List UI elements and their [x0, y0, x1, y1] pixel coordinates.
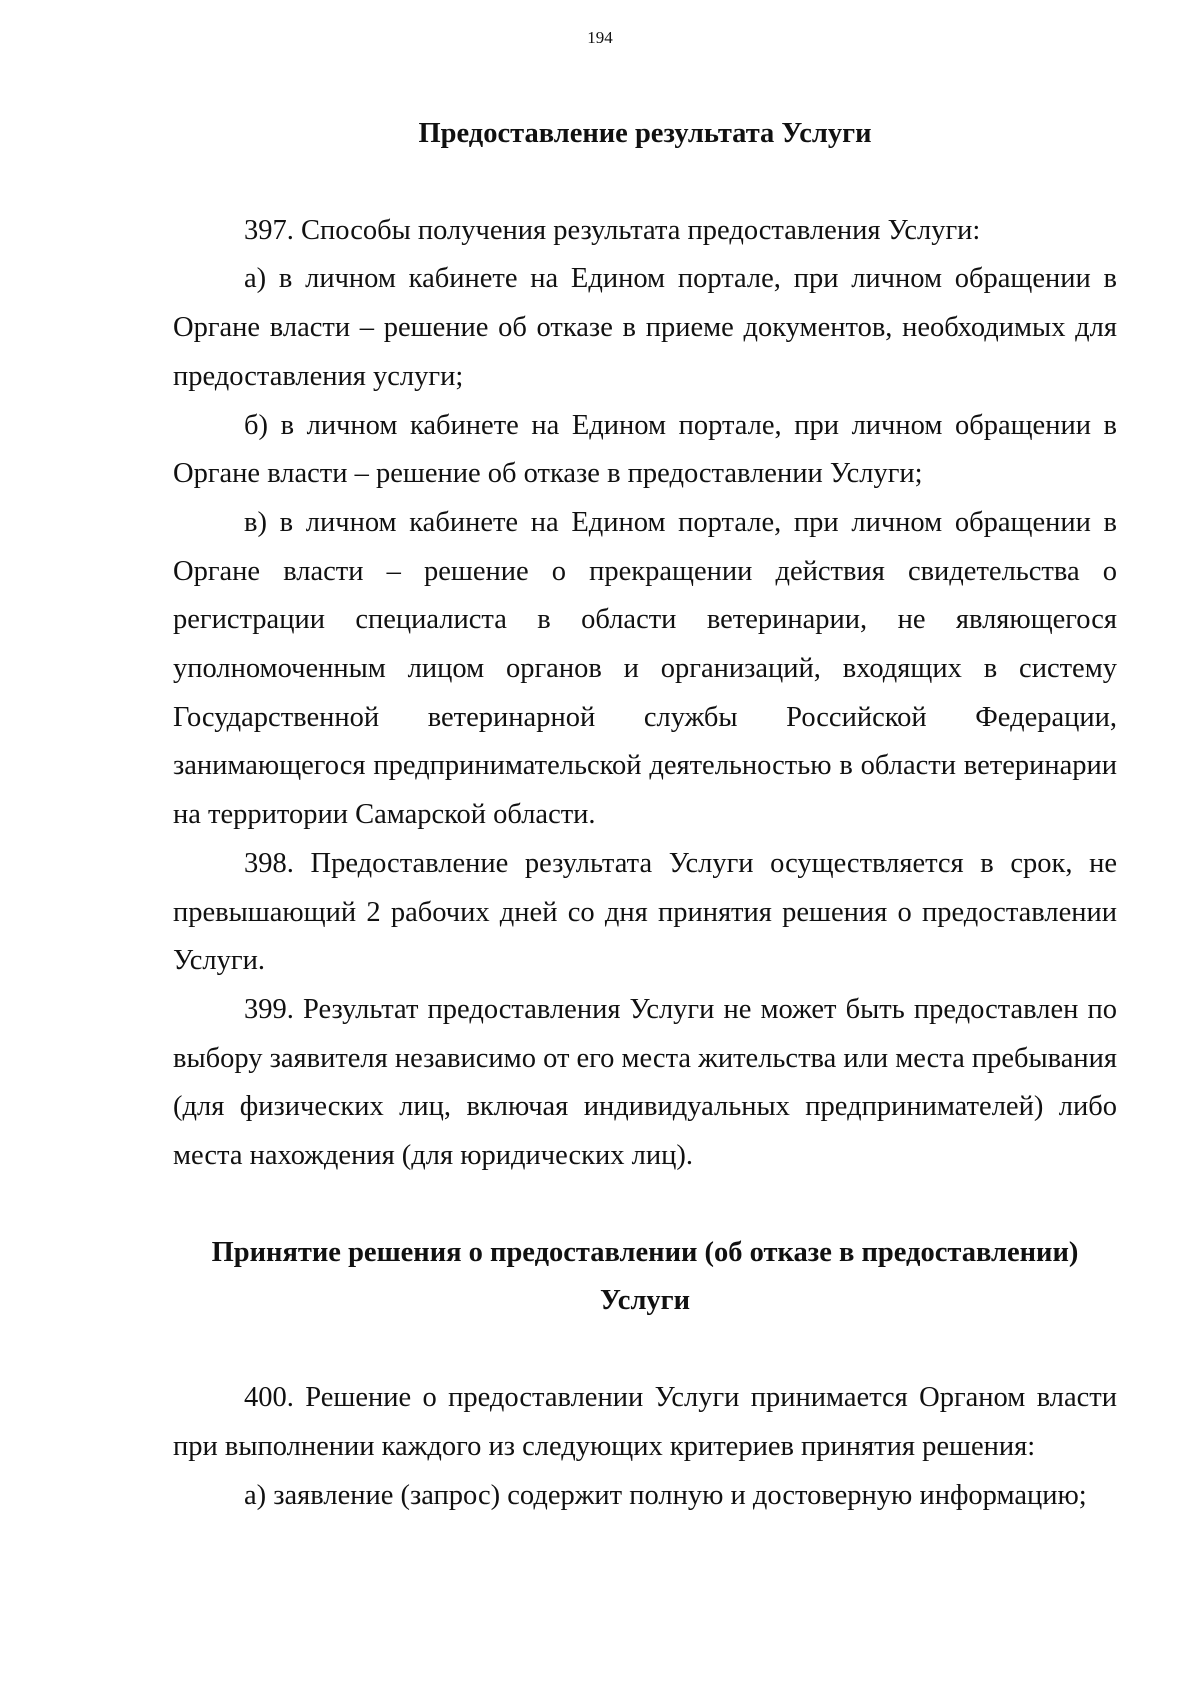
paragraph-400: 400. Решение о предоставлении Услуги принимается Органом власти при выполнении каждого из следующих критериев принятия решения:	[173, 1382, 1117, 1462]
paragraph-397: 397. Способы получения результата предоставления Услуги:	[244, 214, 981, 246]
paragraph-397-v: в) в личном кабинете на Едином портале, при личном обращении в Органе власти – решение о прекращении действия свидетельства о регистрации специалиста в области ветеринарии, не являющегося уполномоченным лицом органов и организаций, входящих в систему Государственной ветеринарной службы Российской Федерации, занимающегося предпринимательской деятельностью в области ветеринарии на территории Самарской области.	[173, 506, 1117, 831]
paragraph-397-a: а) в личном кабинете на Едином портале, при личном обращении в Органе власти – решение об отказе в приеме документов, необходимых для предоставления услуги;	[173, 263, 1117, 392]
paragraph-399: 399. Результат предоставления Услуги не может быть предоставлен по выбору заявителя независимо от его места жительства или места пребывания (для физических лиц, включая индивидуальных предпринимателей) либо места нахождения (для юридических лиц).	[173, 993, 1117, 1172]
document-body	[173, 110, 1117, 1520]
paragraph-397-b: б) в личном кабинете на Едином портале, при личном обращении в Органе власти – решение об отказе в предоставлении Услуги;	[173, 409, 1117, 490]
paragraph-398: 398. Предоставление результата Услуги осуществляется в срок, не превышающий 2 рабочих дней со дня принятия решения о предоставлении Услуги.	[173, 847, 1117, 977]
paragraph-400-a: а) заявление (запрос) содержит полную и достоверную информацию;	[244, 1479, 1087, 1511]
section-heading-decision	[173, 1229, 1117, 1326]
section-heading-result: Предоставление результата Услуги	[418, 118, 872, 149]
section-heading-decision-line-1: Принятие решения о предоставлении (об отказе в предоставлении)	[211, 1236, 1079, 1268]
section-heading-decision-line-2: Услуги	[599, 1285, 691, 1317]
page-number: 194	[587, 28, 613, 47]
